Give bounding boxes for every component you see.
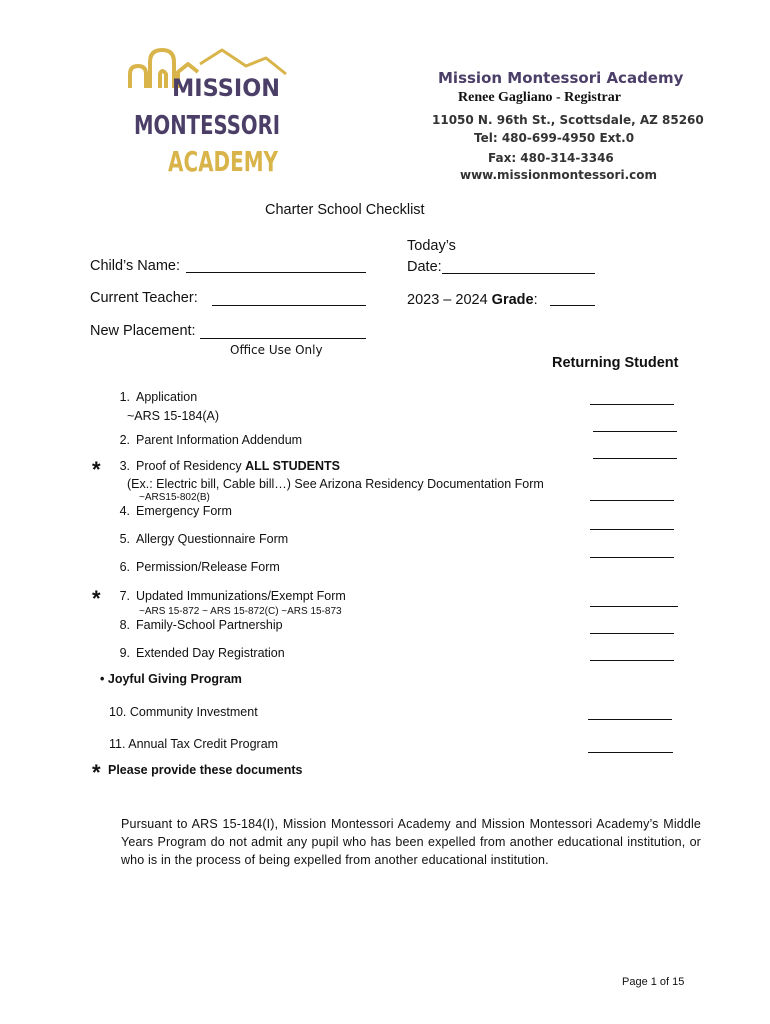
item-label: Emergency Form: [136, 504, 232, 518]
item-number: 5.: [119, 532, 130, 546]
checkbox-line-8[interactable]: [590, 633, 674, 634]
returning-student-heading: Returning Student: [552, 355, 679, 371]
checkbox-line-4[interactable]: [590, 500, 674, 501]
telephone: Tel: 480-699-4950 Ext.0: [474, 131, 635, 145]
checkbox-line-3[interactable]: [593, 458, 677, 459]
todays-label: Today’s: [407, 238, 456, 254]
fax: Fax: 480-314-3346: [488, 151, 614, 165]
list-item-8: [108, 618, 283, 632]
list-item-6: [108, 560, 280, 574]
joyful-giving-heading: [100, 672, 242, 686]
joyful-giving-label: Joyful Giving Program: [107, 672, 242, 686]
current-teacher-label: Current Teacher:: [90, 290, 198, 306]
logo-line-academy: ACADEMY: [168, 145, 279, 178]
school-logo: [126, 44, 286, 178]
list-item-3: [108, 459, 340, 473]
checkbox-line-1[interactable]: [590, 404, 674, 405]
checkbox-line-2[interactable]: [593, 431, 677, 432]
please-provide-note: Please provide these documents: [108, 763, 303, 777]
item-1-sub: ~ARS 15-184(A): [127, 409, 220, 423]
checkbox-line-6[interactable]: [590, 557, 674, 558]
childs-name-label: Child’s Name:: [90, 258, 180, 274]
item-label: Updated Immunizations/Exempt Form: [136, 589, 346, 603]
item-number: 1.: [119, 390, 130, 404]
current-teacher-field[interactable]: [212, 305, 366, 306]
list-item-7: [108, 589, 346, 603]
date-field[interactable]: [442, 273, 595, 274]
list-item-2: [108, 433, 302, 447]
item-label: Proof of Residency: [136, 459, 242, 473]
required-star-icon: *: [92, 586, 101, 611]
item-number: 6.: [119, 560, 130, 574]
item-label: Allergy Questionnaire Form: [136, 532, 289, 546]
school-name: Mission Montessori Academy: [438, 69, 684, 87]
item-number: 8.: [119, 618, 130, 632]
item-label: Family-School Partnership: [136, 618, 283, 632]
item-label: Extended Day Registration: [136, 646, 285, 660]
required-star-icon: *: [92, 457, 101, 482]
list-item-9: [108, 646, 285, 660]
childs-name-field[interactable]: [186, 272, 366, 273]
school-year: [407, 292, 538, 308]
new-placement-label: New Placement:: [90, 323, 196, 339]
required-star-icon: *: [92, 760, 101, 785]
item-label: Permission/Release Form: [136, 560, 280, 574]
date-label: Date:: [407, 259, 442, 275]
school-year-range: 2023 – 2024: [407, 292, 488, 308]
list-item-11: 11. Annual Tax Credit Program: [109, 737, 279, 751]
address: 11050 N. 96th St., Scottsdale, AZ 85260: [432, 113, 704, 127]
item-3-sub: (Ex.: Electric bill, Cable bill…) See Arizona Residency Documentation Form: [127, 477, 544, 491]
item-3-statute: ~ARS15-802(B): [139, 492, 210, 503]
item-number: 7.: [119, 589, 130, 603]
item-number: 9.: [119, 646, 130, 660]
list-item-10: 10. Community Investment: [109, 705, 258, 719]
logo-line-mission: MISSION: [172, 74, 280, 102]
item-label: Parent Information Addendum: [136, 433, 303, 447]
expulsion-policy-paragraph: Pursuant to ARS 15-184(I), Mission Montessori Academy and Mission Montessori Academy’s Middle Years Program do not admit any pupil who has been expelled from another educational institution, or who is in the process of being expelled from another educational institution.: [121, 817, 701, 867]
item-number: 2.: [119, 433, 130, 447]
page-title: Charter School Checklist: [265, 202, 425, 218]
item-number: 4.: [119, 504, 130, 518]
new-placement-field[interactable]: [200, 338, 366, 339]
checkbox-line-9[interactable]: [590, 660, 674, 661]
logo-text: [134, 74, 280, 178]
website: www.missionmontessori.com: [460, 168, 657, 182]
all-students-note: ALL STUDENTS: [245, 459, 341, 473]
office-use-label: Office Use Only: [230, 343, 323, 357]
registrar-name: Renee Gagliano - Registrar: [458, 90, 621, 105]
mission-building-icon: [126, 44, 286, 178]
list-item-4: [108, 504, 232, 518]
checkbox-line-7[interactable]: [590, 606, 678, 607]
checkbox-line-10[interactable]: [588, 719, 672, 720]
item-7-statute: ~ARS 15-872 ~ ARS 15-872(C) ~ARS 15-873: [139, 606, 342, 617]
list-item-1: [108, 390, 197, 404]
checkbox-line-11[interactable]: [588, 752, 673, 753]
item-label: Application: [136, 390, 198, 404]
item-number: 3.: [119, 459, 130, 473]
logo-line-montessori: MONTESSORI: [134, 111, 280, 141]
list-item-5: [108, 532, 288, 546]
grade-label: Grade: [491, 292, 534, 308]
grade-colon: :: [533, 292, 538, 308]
bullet: •: [100, 672, 105, 686]
checkbox-line-5[interactable]: [590, 529, 674, 530]
page-number: Page 1 of 15: [622, 976, 685, 988]
grade-field[interactable]: [550, 305, 595, 306]
